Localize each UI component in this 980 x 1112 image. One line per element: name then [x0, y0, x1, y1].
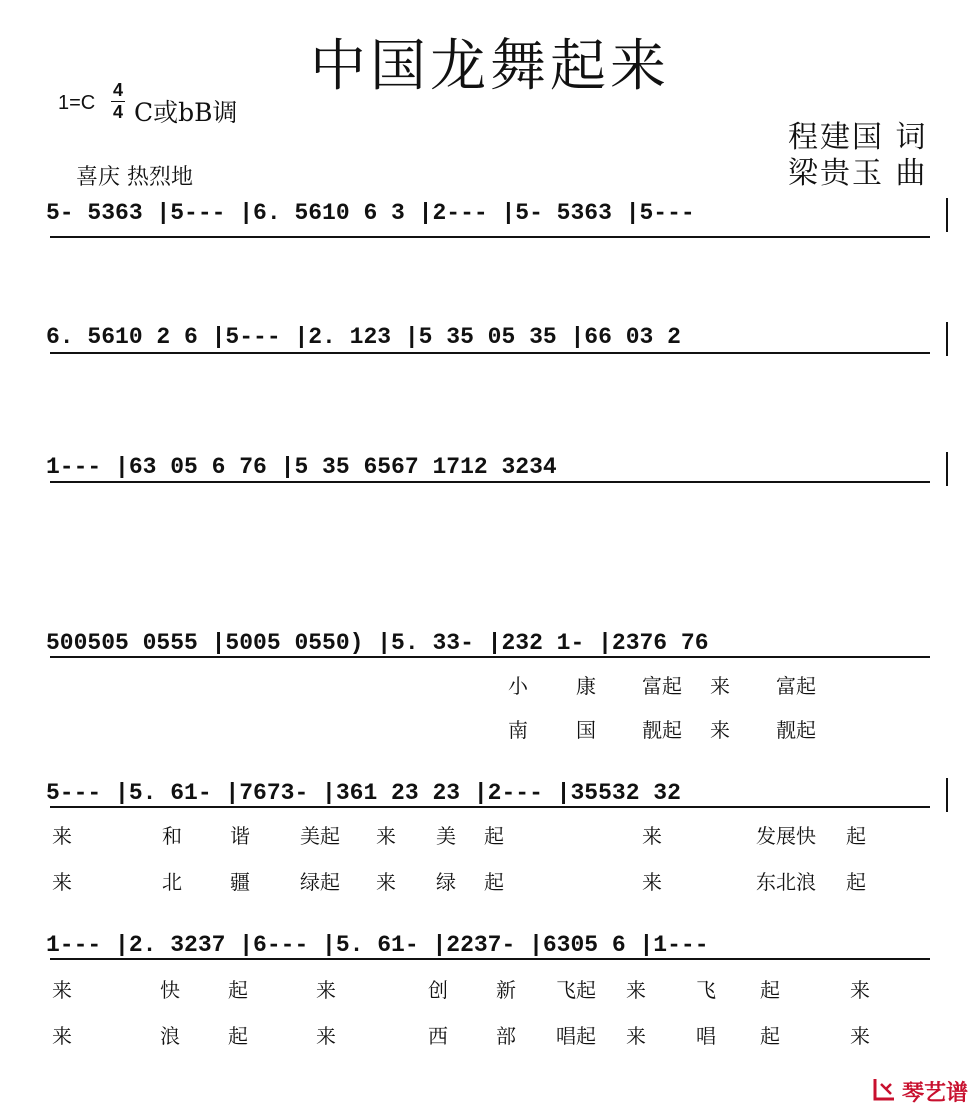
lyric-syllable: 国	[576, 718, 596, 742]
lyrics-row-5-verse-2	[46, 866, 954, 894]
lyric-syllable: 来	[642, 870, 662, 894]
lyric-syllable: 靓起	[642, 718, 682, 742]
lyric-syllable: 来	[850, 978, 870, 1002]
lyric-syllable: 起	[760, 1024, 780, 1048]
staff-row-1: 5- 5363 |5--- |6. 5610 6 3 |2--- |5- 5363 |5---	[46, 200, 695, 226]
lyric-syllable: 和	[162, 824, 182, 848]
lyric-syllable: 来	[626, 978, 646, 1002]
staff-row-2: 6. 5610 2 6 |5--- |2. 123 |5 35 05 35 |66 03 2	[46, 324, 681, 350]
lyric-syllable: 富起	[776, 674, 816, 698]
lyric-syllable: 来	[376, 824, 396, 848]
beam-line	[50, 656, 930, 658]
beam-line	[50, 806, 930, 808]
lyric-syllable: 来	[710, 674, 730, 698]
beam-line	[50, 481, 930, 483]
lyric-syllable: 美	[436, 824, 456, 848]
lyric-syllable: 美起	[300, 824, 340, 848]
lyric-syllable: 谐	[230, 824, 250, 848]
lyric-syllable: 来	[316, 978, 336, 1002]
lyric-syllable: 来	[316, 1024, 336, 1048]
lyric-syllable: 起	[846, 824, 866, 848]
lyrics-row-5-verse-1	[46, 820, 954, 848]
staff-row-5: 5--- |5. 61- |7673- |361 23 23 |2--- |35532 32	[46, 780, 681, 806]
lyric-syllable: 东北浪	[756, 870, 816, 894]
end-barline	[946, 198, 948, 232]
beam-line	[50, 352, 930, 354]
lyric-syllable: 来	[642, 824, 662, 848]
lyrics-row-4-verse-1	[46, 670, 954, 698]
end-barline	[946, 452, 948, 486]
watermark-text: 琴艺谱	[902, 1081, 969, 1106]
lyric-syllable: 飞	[696, 978, 716, 1002]
beam-line	[50, 236, 930, 238]
lyric-syllable: 快	[160, 978, 180, 1002]
logo-mark-icon	[872, 1076, 898, 1102]
lyric-syllable: 唱	[696, 1024, 716, 1048]
composer-credit: 梁贵玉 曲	[788, 156, 928, 191]
lyric-syllable: 小	[508, 674, 528, 698]
lyric-syllable: 康	[576, 674, 596, 698]
lyric-syllable: 来	[52, 1024, 72, 1048]
lyric-syllable: 来	[376, 870, 396, 894]
staff-row-4: 500505 0555 |5005 0550) |5. 33- |232 1- |2376 76	[46, 630, 709, 656]
lyrics-row-6-verse-2	[46, 1020, 954, 1048]
lyric-syllable: 南	[508, 718, 528, 742]
lyrics-row-6-verse-1	[46, 974, 954, 1002]
lyric-syllable: 发展快	[756, 824, 816, 848]
lyric-syllable: 飞起	[556, 978, 596, 1002]
lyric-syllable: 富起	[642, 674, 682, 698]
lyric-syllable: 来	[52, 978, 72, 1002]
time-signature-top: 4	[112, 80, 123, 100]
lyric-syllable: 起	[484, 870, 504, 894]
lyric-syllable: 来	[52, 824, 72, 848]
expression-marking: 喜庆 热烈地	[76, 165, 193, 190]
lyric-syllable: 靓起	[776, 718, 816, 742]
lyric-syllable: 北	[162, 870, 182, 894]
lyric-syllable: 唱起	[556, 1024, 596, 1048]
staff-row-6: 1--- |2. 3237 |6--- |5. 61- |2237- |6305 6 |1---	[46, 932, 709, 958]
staff-row-3: 1--- |63 05 6 76 |5 35 6567 1712 3234	[46, 454, 557, 480]
lyric-syllable: 绿起	[300, 870, 340, 894]
lyric-syllable: 新	[496, 978, 516, 1002]
key-note: C或bB调	[134, 98, 238, 127]
lyric-syllable: 西	[428, 1024, 448, 1048]
lyric-syllable: 部	[496, 1024, 516, 1048]
lyrics-row-4-verse-2	[46, 714, 954, 742]
end-barline	[946, 322, 948, 356]
lyric-syllable: 创	[428, 978, 448, 1002]
key-signature: 1=C	[58, 92, 96, 114]
lyric-syllable: 起	[846, 870, 866, 894]
lyric-syllable: 起	[484, 824, 504, 848]
lyric-syllable: 起	[760, 978, 780, 1002]
time-signature	[110, 80, 126, 123]
lyric-syllable: 来	[850, 1024, 870, 1048]
lyric-syllable: 疆	[230, 870, 250, 894]
lyric-syllable: 起	[228, 978, 248, 1002]
lyric-syllable: 绿	[436, 870, 456, 894]
end-barline	[946, 778, 948, 812]
beam-line	[50, 958, 930, 960]
lyricist-credit: 程建国 词	[788, 120, 928, 155]
lyric-syllable: 起	[228, 1024, 248, 1048]
time-signature-bottom: 4	[112, 102, 123, 122]
song-title: 中国龙舞起来	[310, 34, 670, 99]
lyric-syllable: 来	[710, 718, 730, 742]
lyric-syllable: 来	[626, 1024, 646, 1048]
lyric-syllable: 浪	[160, 1024, 180, 1048]
watermark-logo	[872, 1074, 972, 1104]
lyric-syllable: 来	[52, 870, 72, 894]
